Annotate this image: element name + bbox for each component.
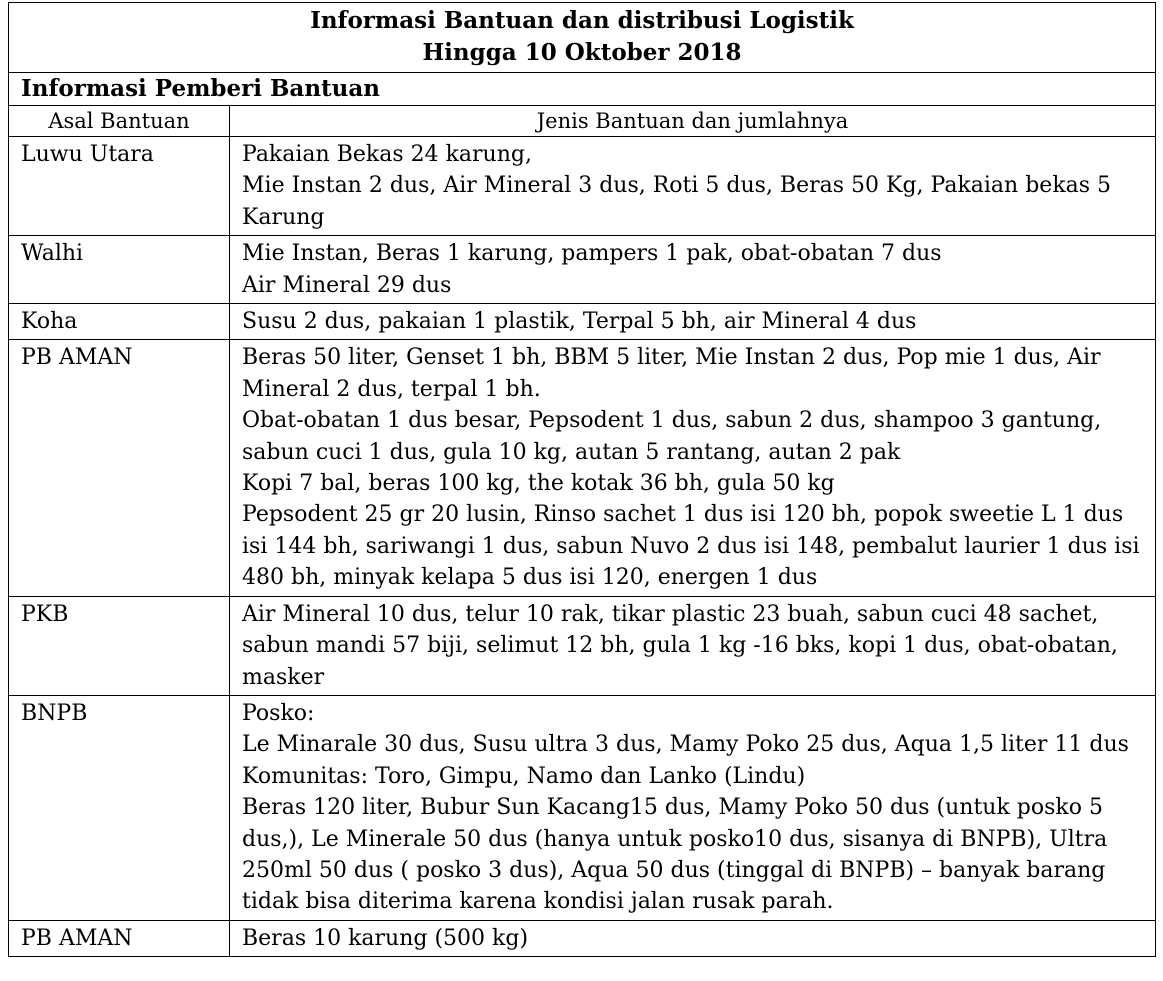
document	[8, 2, 1156, 957]
aid-detail-line: Komunitas: Toro, Gimpu, Namo dan Lanko (Lindu)	[242, 763, 806, 789]
aid-detail-line: Posko:	[242, 700, 315, 726]
aid-source: Koha	[9, 304, 230, 340]
table-row	[9, 137, 1156, 236]
aid-details	[230, 236, 1156, 304]
aid-detail-line: Le Minarale 30 dus, Susu ultra 3 dus, Mamy Poko 25 dus, Aqua 1,5 liter 11 dus	[242, 732, 1129, 758]
aid-detail-line: Pepsodent 25 gr 20 lusin, Rinso sachet 1 dus isi 120 bh, popok sweetie L 1 dus isi 144 bh, sariwangi 1 dus, sabun Nuvo 2 dus isi 148, pembalut laurier 1 dus isi 480 bh, minyak kelapa 5 dus isi 120, energen 1 dus	[242, 502, 1140, 591]
header-row	[9, 106, 1156, 137]
aid-detail-line: Beras 10 karung (500 kg)	[242, 925, 529, 951]
aid-detail-line: Beras 50 liter, Genset 1 bh, BBM 5 liter, Mie Instan 2 dus, Pop mie 1 dus, Air Mineral 2 dus, terpal 1 bh.	[242, 345, 1101, 402]
aid-detail-line: Mie Instan, Beras 1 karung, pampers 1 pak, obat-obatan 7 dus	[242, 241, 942, 267]
title-line-2: Hingga 10 Oktober 2018	[422, 39, 742, 66]
aid-detail-line: Air Mineral 29 dus	[242, 272, 452, 298]
header-source: Asal Bantuan	[9, 106, 230, 137]
header-details: Jenis Bantuan dan jumlahnya	[230, 106, 1156, 137]
table-row	[9, 920, 1156, 956]
aid-details	[230, 137, 1156, 236]
section-title: Informasi Pemberi Bantuan	[9, 73, 1156, 106]
table-row	[9, 695, 1156, 920]
aid-detail-line: Air Mineral 10 dus, telur 10 rak, tikar plastic 23 buah, sabun cuci 48 sachet, sabun mandi 57 biji, selimut 12 bh, gula 1 kg -16 bks, kopi 1 dus, obat-obatan, masker	[242, 601, 1118, 690]
title-row	[9, 3, 1156, 73]
aid-detail-line: Beras 120 liter, Bubur Sun Kacang15 dus, Mamy Poko 50 dus (untuk posko 5 dus,), Le Minerale 50 dus (hanya untuk posko10 dus, sisanya di BNPB), Ultra 250ml 50 dus ( posko 3 dus), Aqua 50 dus (tinggal di BNPB) – banyak barang tidak bisa diterima karena kondisi jalan rusak parah.	[242, 795, 1108, 915]
aid-detail-line: Susu 2 dus, pakaian 1 plastik, Terpal 5 bh, air Mineral 4 dus	[242, 309, 917, 335]
aid-source: Luwu Utara	[9, 137, 230, 236]
title-cell	[9, 3, 1156, 73]
aid-details	[230, 920, 1156, 956]
aid-detail-line: Obat-obatan 1 dus besar, Pepsodent 1 dus, sabun 2 dus, shampoo 3 gantung, sabun cuci 1 dus, gula 10 kg, autan 5 rantang, autan 2 pak	[242, 408, 1102, 465]
table-row	[9, 340, 1156, 596]
aid-source: PB AMAN	[9, 920, 230, 956]
aid-source: Walhi	[9, 236, 230, 304]
table-body	[9, 3, 1156, 957]
aid-source: BNPB	[9, 695, 230, 920]
aid-details	[230, 596, 1156, 695]
aid-detail-line: Kopi 7 bal, beras 100 kg, the kotak 36 bh, gula 50 kg	[242, 471, 835, 497]
table-row	[9, 236, 1156, 304]
aid-details	[230, 304, 1156, 340]
aid-detail-line: Pakaian Bekas 24 karung,	[242, 142, 532, 167]
table-row	[9, 304, 1156, 340]
aid-source: PKB	[9, 596, 230, 695]
title-line-1: Informasi Bantuan dan distribusi Logistik	[310, 7, 854, 34]
aid-source: PB AMAN	[9, 340, 230, 596]
aid-info-table	[8, 2, 1156, 957]
aid-details	[230, 340, 1156, 596]
aid-details	[230, 695, 1156, 920]
table-row	[9, 596, 1156, 695]
aid-detail-line: Mie Instan 2 dus, Air Mineral 3 dus, Roti 5 dus, Beras 50 Kg, Pakaian bekas 5 Karung	[242, 173, 1112, 230]
section-row	[9, 73, 1156, 106]
